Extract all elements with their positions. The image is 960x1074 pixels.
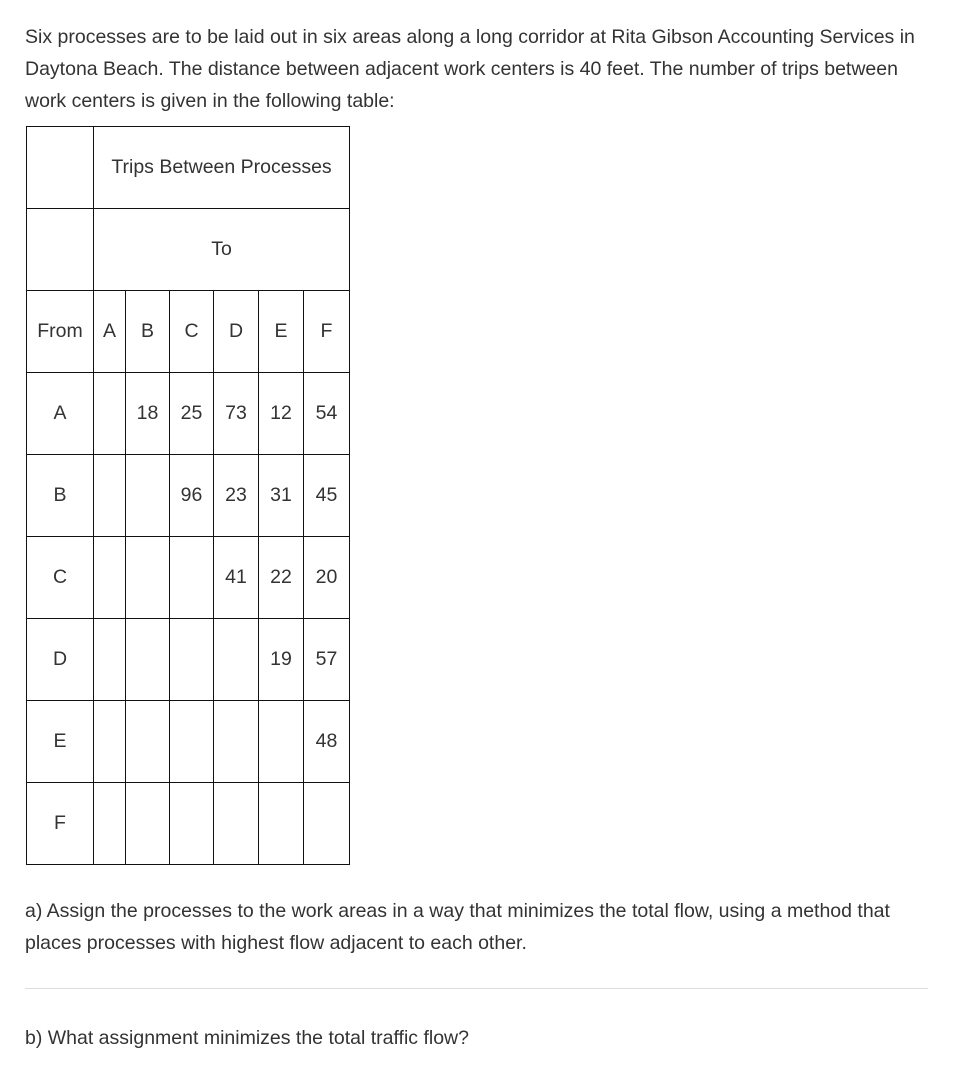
table-title: Trips Between Processes	[94, 127, 350, 209]
table-title-row	[27, 127, 350, 209]
column-header: A	[94, 291, 126, 373]
table-cell	[126, 701, 170, 783]
row-label: F	[27, 783, 94, 865]
table-cell	[94, 537, 126, 619]
table-cell: 22	[259, 537, 304, 619]
to-label: To	[94, 209, 350, 291]
table-cell	[94, 783, 126, 865]
table-cell: 31	[259, 455, 304, 537]
table-cell: 19	[259, 619, 304, 701]
table-cell	[259, 783, 304, 865]
table-cell	[94, 701, 126, 783]
table-cell: 12	[259, 373, 304, 455]
table-corner-cell	[27, 127, 94, 209]
column-header: E	[259, 291, 304, 373]
row-label: A	[27, 373, 94, 455]
table-cell	[214, 783, 259, 865]
table-row	[27, 783, 350, 865]
table-cell	[126, 783, 170, 865]
table-row	[27, 701, 350, 783]
column-header: B	[126, 291, 170, 373]
table-corner-cell	[27, 209, 94, 291]
table-cell: 57	[304, 619, 350, 701]
table-cell: 48	[304, 701, 350, 783]
table-to-row	[27, 209, 350, 291]
question-a: a) Assign the processes to the work areas in a way that minimizes the total flow, using a method that places processes with highest flow adjacent to each other.	[25, 900, 890, 954]
table-row	[27, 455, 350, 537]
column-header: C	[170, 291, 214, 373]
table-cell: 18	[126, 373, 170, 455]
table-cell: 20	[304, 537, 350, 619]
column-header: F	[304, 291, 350, 373]
table-cell	[214, 701, 259, 783]
problem-statement: Six processes are to be laid out in six areas along a long corridor at Rita Gibson Accounting Services in Daytona Beach. The distance between adjacent work centers is 40 feet. The number of trips between work centers is given in the following table:	[25, 26, 915, 112]
table-cell	[126, 619, 170, 701]
table-cell: 41	[214, 537, 259, 619]
row-label: E	[27, 701, 94, 783]
table-cell: 25	[170, 373, 214, 455]
table-header-row	[27, 291, 350, 373]
table-cell	[214, 619, 259, 701]
row-label: C	[27, 537, 94, 619]
table-cell	[170, 619, 214, 701]
table-cell	[126, 455, 170, 537]
table-cell: 54	[304, 373, 350, 455]
table-cell	[304, 783, 350, 865]
table-cell: 73	[214, 373, 259, 455]
table-cell	[94, 455, 126, 537]
question-b: b) What assignment minimizes the total traffic flow?	[25, 1027, 469, 1049]
row-label: B	[27, 455, 94, 537]
table-cell	[170, 783, 214, 865]
table-cell: 23	[214, 455, 259, 537]
table-row	[27, 373, 350, 455]
table-cell	[170, 701, 214, 783]
table-row	[27, 537, 350, 619]
table-cell	[94, 619, 126, 701]
section-divider	[25, 988, 928, 989]
table-cell: 96	[170, 455, 214, 537]
trips-table	[26, 126, 350, 865]
from-label: From	[27, 291, 94, 373]
table-cell	[170, 537, 214, 619]
column-header: D	[214, 291, 259, 373]
table-row	[27, 619, 350, 701]
table-cell	[259, 701, 304, 783]
table-cell	[94, 373, 126, 455]
row-label: D	[27, 619, 94, 701]
table-cell: 45	[304, 455, 350, 537]
table-cell	[126, 537, 170, 619]
